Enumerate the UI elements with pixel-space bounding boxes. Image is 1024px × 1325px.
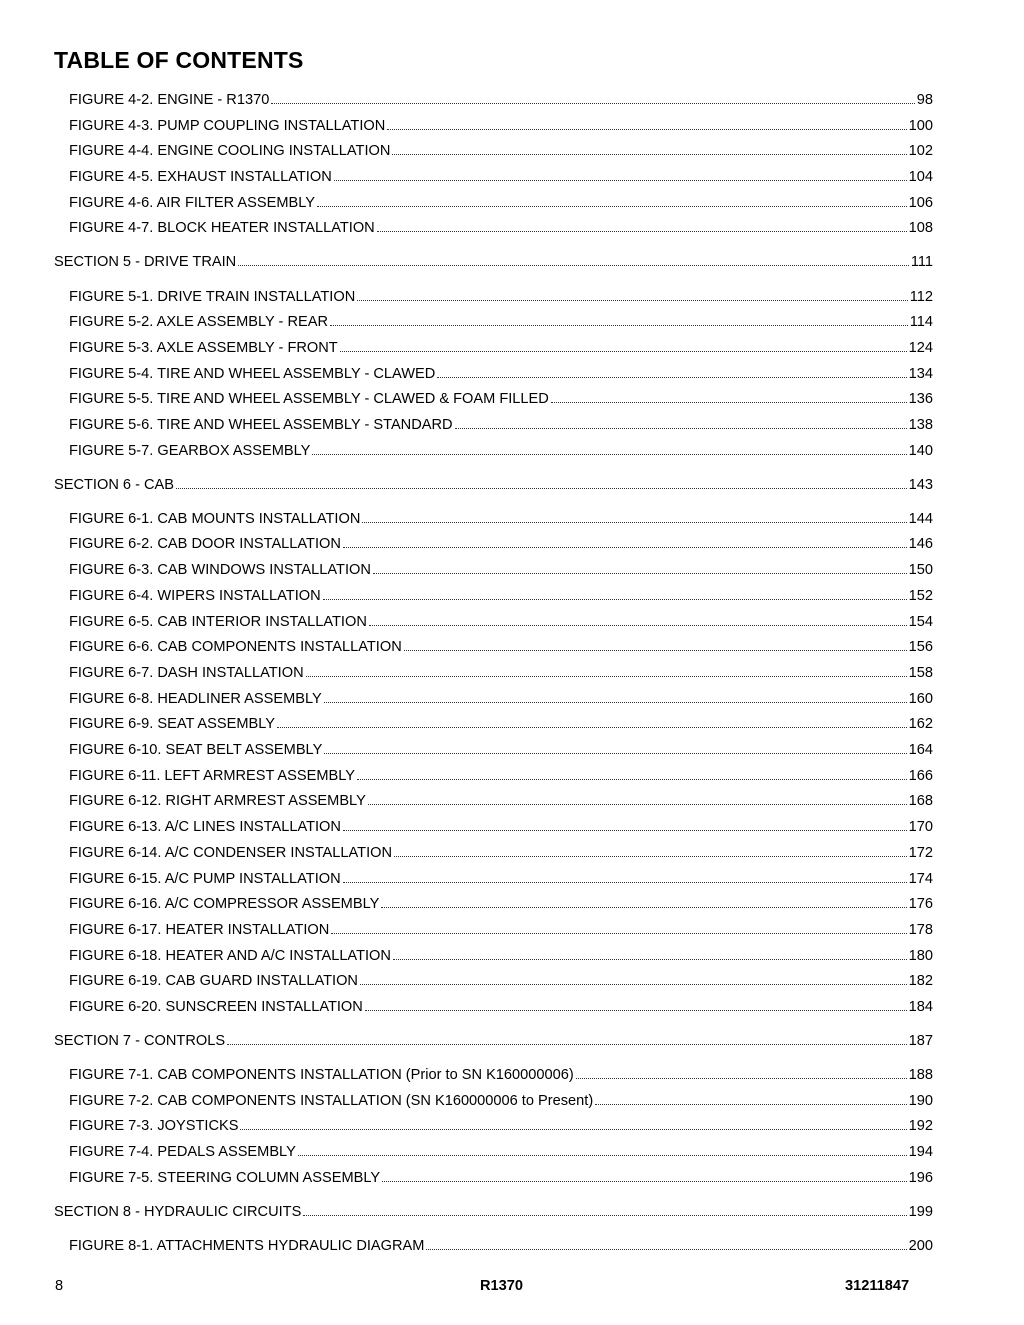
toc-entry-page: 134 xyxy=(908,366,933,382)
toc-entry-label: SECTION 5 - DRIVE TRAIN xyxy=(54,254,237,270)
toc-entry-label: FIGURE 4-6. AIR FILTER ASSEMBLY xyxy=(69,195,315,211)
toc-entry-label: FIGURE 6-15. A/C PUMP INSTALLATION xyxy=(69,871,341,887)
toc-entry-page: 144 xyxy=(908,511,933,527)
toc-entry-page: 172 xyxy=(908,845,933,861)
dot-leader xyxy=(369,625,907,626)
toc-figure-entry[interactable] xyxy=(69,390,933,408)
footer-doc-number: 31211847 xyxy=(845,1278,910,1294)
toc-section-entry[interactable] xyxy=(54,476,933,494)
toc-entry-label: SECTION 6 - CAB xyxy=(54,477,175,493)
toc-figure-entry[interactable] xyxy=(69,844,933,862)
dot-leader xyxy=(387,129,906,130)
toc-entry-label: FIGURE 4-4. ENGINE COOLING INSTALLATION xyxy=(69,143,391,159)
toc-entry-page: 176 xyxy=(908,896,933,912)
toc-entry-page: 170 xyxy=(908,819,933,835)
dot-leader xyxy=(343,882,907,883)
toc-entry-page: 143 xyxy=(908,477,933,493)
toc-figure-entry[interactable] xyxy=(69,1117,933,1135)
dot-leader xyxy=(176,488,907,489)
toc-section-entry[interactable] xyxy=(54,253,933,271)
toc-entry-label: FIGURE 6-4. WIPERS INSTALLATION xyxy=(69,588,321,604)
toc-figure-entry[interactable] xyxy=(69,715,933,733)
toc-figure-entry[interactable] xyxy=(69,638,933,656)
toc-entry-page: 188 xyxy=(908,1067,933,1083)
toc-entry-page: 166 xyxy=(908,768,933,784)
toc-entry-label: FIGURE 6-6. CAB COMPONENTS INSTALLATION xyxy=(69,639,402,655)
toc-figure-entry[interactable] xyxy=(69,870,933,888)
toc-entry-label: FIGURE 7-1. CAB COMPONENTS INSTALLATION (Prior to SN K160000006) xyxy=(69,1067,574,1083)
toc-entry-page: 178 xyxy=(908,922,933,938)
dot-leader xyxy=(324,753,906,754)
toc-figure-entry[interactable] xyxy=(69,1143,933,1161)
toc-entry-page: 158 xyxy=(908,665,933,681)
toc-figure-entry[interactable] xyxy=(69,313,933,331)
toc-entry-page: 192 xyxy=(908,1118,933,1134)
dot-leader xyxy=(330,325,908,326)
dot-leader xyxy=(551,402,907,403)
toc-figure-entry[interactable] xyxy=(69,947,933,965)
toc-entry-page: 156 xyxy=(908,639,933,655)
toc-entry-page: 150 xyxy=(908,562,933,578)
toc-figure-entry[interactable] xyxy=(69,998,933,1016)
toc-entry-label: FIGURE 6-14. A/C CONDENSER INSTALLATION xyxy=(69,845,393,861)
toc-entry-label: FIGURE 5-4. TIRE AND WHEEL ASSEMBLY - CLAWED xyxy=(69,366,436,382)
toc-entry-page: 194 xyxy=(908,1144,933,1160)
dot-leader xyxy=(343,547,907,548)
toc-figure-entry[interactable] xyxy=(69,194,933,212)
toc-figure-entry[interactable] xyxy=(69,288,933,306)
toc-figure-entry[interactable] xyxy=(69,690,933,708)
toc-figure-entry[interactable] xyxy=(69,416,933,434)
toc-figure-entry[interactable] xyxy=(69,792,933,810)
dot-leader xyxy=(271,103,914,104)
toc-figure-entry[interactable] xyxy=(69,818,933,836)
toc-figure-entry[interactable] xyxy=(69,339,933,357)
dot-leader xyxy=(357,779,907,780)
dot-leader xyxy=(362,522,906,523)
toc-entry-label: FIGURE 7-5. STEERING COLUMN ASSEMBLY xyxy=(69,1170,381,1186)
dot-leader xyxy=(377,231,907,232)
toc-entry-page: 114 xyxy=(909,314,933,330)
toc-entry-page: 111 xyxy=(910,254,933,270)
dot-leader xyxy=(373,573,907,574)
toc-figure-entry[interactable] xyxy=(69,741,933,759)
footer-model: R1370 xyxy=(480,1278,524,1294)
toc-entry-label: FIGURE 6-8. HEADLINER ASSEMBLY xyxy=(69,691,322,707)
toc-entry-page: 152 xyxy=(908,588,933,604)
toc-figure-entry[interactable] xyxy=(69,535,933,553)
dot-leader xyxy=(227,1044,907,1045)
toc-entry-label: FIGURE 6-20. SUNSCREEN INSTALLATION xyxy=(69,999,363,1015)
toc-entry-page: 174 xyxy=(908,871,933,887)
toc-figure-entry[interactable] xyxy=(69,1092,933,1110)
toc-entry-label: FIGURE 6-19. CAB GUARD INSTALLATION xyxy=(69,973,358,989)
toc-entry-page: 100 xyxy=(908,118,933,134)
toc-entry-label: SECTION 8 - HYDRAULIC CIRCUITS xyxy=(54,1204,302,1220)
dot-leader xyxy=(365,1010,907,1011)
toc-figure-entry[interactable] xyxy=(69,921,933,939)
toc-entry-label: FIGURE 6-13. A/C LINES INSTALLATION xyxy=(69,819,341,835)
toc-figure-entry[interactable] xyxy=(69,664,933,682)
dot-leader xyxy=(357,300,907,301)
toc-entry-label: FIGURE 6-18. HEATER AND A/C INSTALLATION xyxy=(69,948,391,964)
dot-leader xyxy=(298,1155,907,1156)
toc-section-entry[interactable] xyxy=(54,1203,933,1221)
dot-leader xyxy=(382,1181,907,1182)
toc-entry-page: 106 xyxy=(908,195,933,211)
dot-leader xyxy=(437,377,906,378)
footer-page-number: 8 xyxy=(55,1278,64,1294)
dot-leader xyxy=(334,180,907,181)
toc-figure-entry[interactable] xyxy=(69,895,933,913)
toc-entry-label: FIGURE 7-3. JOYSTICKS xyxy=(69,1118,239,1134)
toc-entry-page: 140 xyxy=(908,443,933,459)
toc-figure-entry[interactable] xyxy=(69,168,933,186)
dot-leader xyxy=(393,959,907,960)
dot-leader xyxy=(312,454,906,455)
toc-entry-label: FIGURE 6-9. SEAT ASSEMBLY xyxy=(69,716,275,732)
toc-entry-label: FIGURE 6-1. CAB MOUNTS INSTALLATION xyxy=(69,511,361,527)
toc-entry-page: 138 xyxy=(908,417,933,433)
toc-entry-page: 102 xyxy=(908,143,933,159)
toc-entry-label: FIGURE 5-2. AXLE ASSEMBLY - REAR xyxy=(69,314,328,330)
dot-leader xyxy=(331,933,906,934)
dot-leader xyxy=(317,206,907,207)
toc-figure-entry[interactable] xyxy=(69,365,933,383)
dot-leader xyxy=(394,856,907,857)
dot-leader xyxy=(240,1129,906,1130)
dot-leader xyxy=(426,1249,906,1250)
dot-leader xyxy=(595,1104,906,1105)
dot-leader xyxy=(404,650,907,651)
toc-entry-page: 182 xyxy=(908,973,933,989)
dot-leader xyxy=(576,1078,907,1079)
toc-entry-label: FIGURE 4-3. PUMP COUPLING INSTALLATION xyxy=(69,118,386,134)
toc-entry-page: 168 xyxy=(908,793,933,809)
toc-figure-entry[interactable] xyxy=(69,613,933,631)
toc-entry-page: 200 xyxy=(908,1238,933,1254)
toc-entry-page: 184 xyxy=(908,999,933,1015)
toc-figure-entry[interactable] xyxy=(69,972,933,990)
toc-figure-entry[interactable] xyxy=(69,442,933,460)
toc-entry-page: 108 xyxy=(908,220,933,236)
dot-leader xyxy=(303,1215,906,1216)
toc-entry-label: FIGURE 7-2. CAB COMPONENTS INSTALLATION (SN K160000006 to Present) xyxy=(69,1093,594,1109)
toc-entry-page: 146 xyxy=(908,536,933,552)
toc-entry-page: 104 xyxy=(908,169,933,185)
toc-figure-entry[interactable] xyxy=(69,219,933,237)
toc-section-entry[interactable] xyxy=(54,1032,933,1050)
toc-entry-label: FIGURE 5-1. DRIVE TRAIN INSTALLATION xyxy=(69,289,356,305)
toc-entry-label: FIGURE 6-11. LEFT ARMREST ASSEMBLY xyxy=(69,768,356,784)
toc-entry-page: 199 xyxy=(908,1204,933,1220)
toc-entry-label: FIGURE 6-12. RIGHT ARMREST ASSEMBLY xyxy=(69,793,366,809)
toc-figure-entry[interactable] xyxy=(69,1237,933,1255)
dot-leader xyxy=(238,265,909,266)
toc-entry-label: FIGURE 4-5. EXHAUST INSTALLATION xyxy=(69,169,332,185)
toc-figure-entry[interactable] xyxy=(69,1066,933,1084)
dot-leader xyxy=(340,351,907,352)
toc-figure-entry[interactable] xyxy=(69,91,933,109)
dot-leader xyxy=(306,676,907,677)
toc-figure-entry[interactable] xyxy=(69,117,933,135)
toc-entry-page: 160 xyxy=(908,691,933,707)
toc-entry-page: 162 xyxy=(908,716,933,732)
toc-figure-entry[interactable] xyxy=(69,1169,933,1187)
toc-entry-label: FIGURE 6-5. CAB INTERIOR INSTALLATION xyxy=(69,614,367,630)
toc-entry-label: FIGURE 4-2. ENGINE - R1370 xyxy=(69,92,270,108)
toc-entry-label: FIGURE 5-7. GEARBOX ASSEMBLY xyxy=(69,443,311,459)
toc-entry-page: 180 xyxy=(908,948,933,964)
toc-entry-label: FIGURE 7-4. PEDALS ASSEMBLY xyxy=(69,1144,296,1160)
dot-leader xyxy=(392,154,906,155)
toc-entry-page: 154 xyxy=(908,614,933,630)
toc-entry-label: FIGURE 8-1. ATTACHMENTS HYDRAULIC DIAGRAM xyxy=(69,1238,425,1254)
toc-entry-page: 190 xyxy=(908,1093,933,1109)
dot-leader xyxy=(360,984,907,985)
toc-figure-entry[interactable] xyxy=(69,587,933,605)
toc-entry-page: 98 xyxy=(916,92,933,108)
toc-entry-label: FIGURE 6-2. CAB DOOR INSTALLATION xyxy=(69,536,341,552)
toc-entry-page: 196 xyxy=(908,1170,933,1186)
toc-entry-page: 164 xyxy=(908,742,933,758)
dot-leader xyxy=(343,830,907,831)
toc-entry-label: FIGURE 5-5. TIRE AND WHEEL ASSEMBLY - CLAWED & FOAM FILLED xyxy=(69,391,549,407)
toc-entry-page: 112 xyxy=(909,289,933,305)
toc-entry-label: FIGURE 5-6. TIRE AND WHEEL ASSEMBLY - STANDARD xyxy=(69,417,453,433)
toc-entry-label: FIGURE 6-16. A/C COMPRESSOR ASSEMBLY xyxy=(69,896,380,912)
dot-leader xyxy=(277,727,907,728)
toc-entry-label: FIGURE 4-7. BLOCK HEATER INSTALLATION xyxy=(69,220,375,236)
toc-figure-entry[interactable] xyxy=(69,142,933,160)
page-title: TABLE OF CONTENTS xyxy=(54,47,304,73)
dot-leader xyxy=(368,804,907,805)
dot-leader xyxy=(381,907,906,908)
page-footer xyxy=(0,1278,1024,1298)
toc-entry-label: SECTION 7 - CONTROLS xyxy=(54,1033,226,1049)
dot-leader xyxy=(324,702,907,703)
dot-leader xyxy=(323,599,907,600)
dot-leader xyxy=(455,428,907,429)
toc-figure-entry[interactable] xyxy=(69,767,933,785)
toc-entry-page: 124 xyxy=(908,340,933,356)
toc-entry-label: FIGURE 6-7. DASH INSTALLATION xyxy=(69,665,304,681)
toc-entry-page: 136 xyxy=(908,391,933,407)
toc-figure-entry[interactable] xyxy=(69,510,933,528)
toc-entry-page: 187 xyxy=(908,1033,933,1049)
toc-entry-label: FIGURE 6-10. SEAT BELT ASSEMBLY xyxy=(69,742,323,758)
toc-figure-entry[interactable] xyxy=(69,561,933,579)
toc-entry-label: FIGURE 6-3. CAB WINDOWS INSTALLATION xyxy=(69,562,371,578)
toc-entry-label: FIGURE 5-3. AXLE ASSEMBLY - FRONT xyxy=(69,340,338,356)
toc-entry-label: FIGURE 6-17. HEATER INSTALLATION xyxy=(69,922,330,938)
